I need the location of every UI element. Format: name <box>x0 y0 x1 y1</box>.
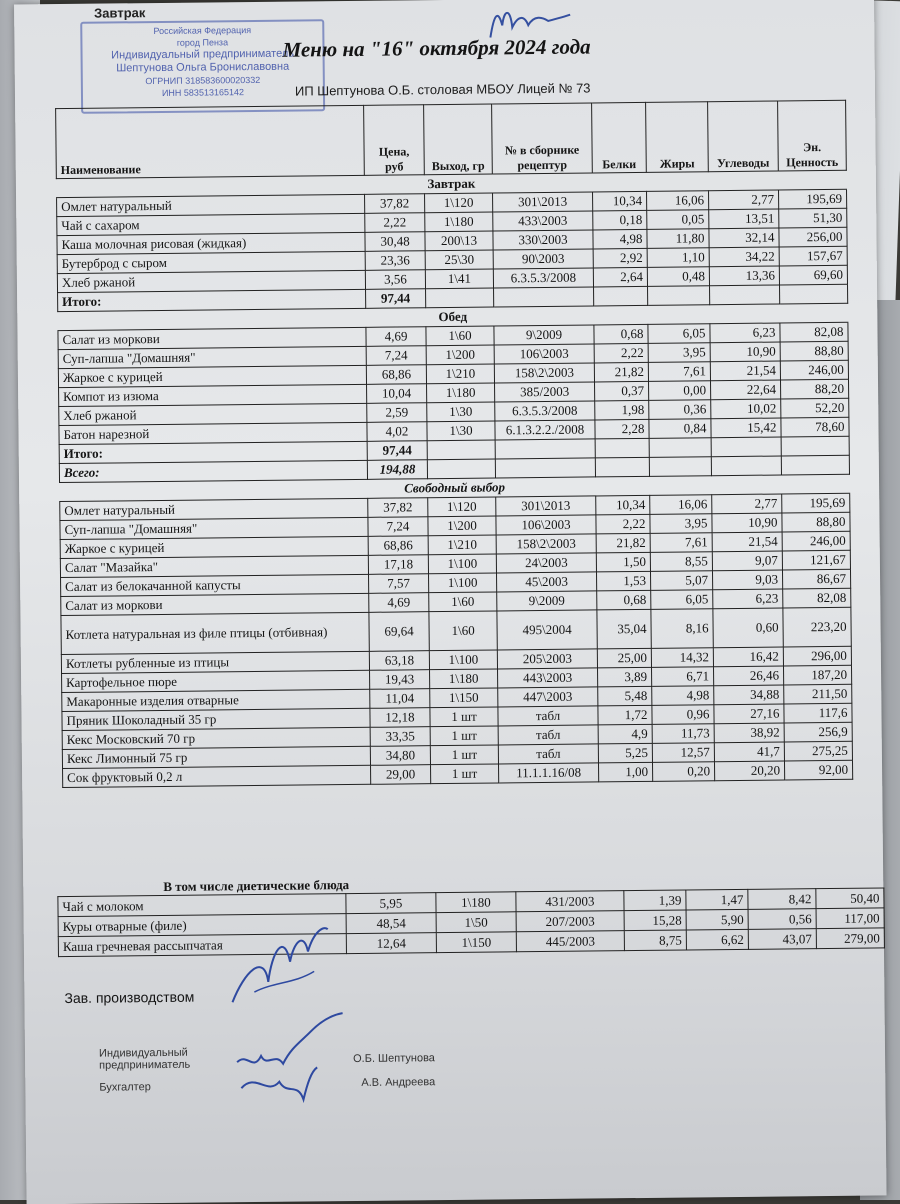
cell-energy: 69,60 <box>779 265 847 285</box>
cell-name: Суп-лапша "Домашняя" <box>60 517 368 539</box>
cell-carbs: 41,7 <box>714 742 784 762</box>
cell-energy: 92,00 <box>784 760 852 780</box>
cell-recipe: 301\2013 <box>493 192 593 212</box>
cell-carbs: 0,60 <box>713 608 783 648</box>
footer-production-head: Зав. производством <box>64 988 195 1007</box>
total-label: Итого: <box>58 289 366 311</box>
cell-price: 19,43 <box>370 670 430 690</box>
cell-carbs: 22,64 <box>711 380 781 400</box>
cell-price: 4,69 <box>366 327 426 347</box>
cell-carbs: 20,20 <box>714 761 784 781</box>
cell-carbs: 13,51 <box>709 209 779 229</box>
cell-yield: 1\41 <box>425 269 493 289</box>
cell-fat: 1,47 <box>686 889 748 910</box>
cell-price: 69,64 <box>369 612 429 652</box>
cell-fat: 6,71 <box>651 667 713 687</box>
cell-energy: 211,50 <box>784 684 852 704</box>
cell-price: 23,36 <box>365 251 425 271</box>
empty-cell <box>781 436 849 456</box>
section-title: Завтрак <box>56 170 846 197</box>
empty-cell <box>427 459 495 479</box>
cell-recipe: 106\2003 <box>496 515 596 535</box>
cell-carbs: 15,42 <box>711 418 781 438</box>
cell-protein: 2,28 <box>595 419 649 439</box>
cell-fat: 7,61 <box>650 533 712 553</box>
cell-recipe: 205\2003 <box>497 649 597 669</box>
cell-price: 5,95 <box>346 893 436 914</box>
cell-energy: 296,00 <box>783 646 851 666</box>
cell-name: Хлеб ржаной <box>59 403 367 425</box>
cell-recipe: 301\2013 <box>496 496 596 516</box>
cell-yield: 1\180 <box>425 212 493 232</box>
cell-name: Жаркое с курицей <box>60 536 368 558</box>
cell-yield: 1\150 <box>430 688 498 708</box>
cell-recipe: 158\2\2003 <box>494 363 594 383</box>
cell-name: Макаронные изделия отварные <box>62 689 370 711</box>
cell-fat: 0,48 <box>647 267 709 287</box>
empty-cell <box>494 287 594 307</box>
cell-protein: 1,00 <box>598 762 652 782</box>
cell-name: Компот из изюма <box>59 384 367 406</box>
empty-cell <box>594 286 648 306</box>
cell-yield: 1\210 <box>428 535 496 555</box>
total-price: 194,88 <box>367 460 427 480</box>
cell-yield: 1\100 <box>429 573 497 593</box>
cell-yield: 1\120 <box>428 497 496 517</box>
cell-price: 68,86 <box>368 536 428 556</box>
cell-price: 37,82 <box>368 498 428 518</box>
cell-energy: 86,67 <box>782 569 850 589</box>
cell-name: Бутерброд с сыром <box>57 251 365 273</box>
cell-fat: 11,73 <box>652 724 714 744</box>
cell-yield: 200\13 <box>425 231 493 251</box>
cell-fat: 3,95 <box>648 343 710 363</box>
cell-name: Салат из белокачанной капусты <box>61 574 369 596</box>
cell-fat: 0,20 <box>652 762 714 782</box>
cell-fat: 6,05 <box>648 324 710 344</box>
cell-yield: 1\180 <box>427 383 495 403</box>
cell-energy: 52,20 <box>781 398 849 418</box>
cell-energy: 121,67 <box>782 550 850 570</box>
cell-recipe: 24\2003 <box>496 553 596 573</box>
cell-energy: 187,20 <box>783 665 851 685</box>
cell-price: 63,18 <box>369 651 429 671</box>
cell-carbs: 21,54 <box>710 361 780 381</box>
cell-protein: 5,48 <box>598 686 652 706</box>
cell-yield: 1\180 <box>430 669 498 689</box>
cell-carbs: 10,90 <box>710 342 780 362</box>
cell-recipe: 443\2003 <box>498 668 598 688</box>
cell-protein: 35,04 <box>597 609 651 649</box>
cell-recipe: 9\2009 <box>497 591 597 611</box>
cell-energy: 246,00 <box>782 531 850 551</box>
cell-protein: 15,28 <box>624 910 686 931</box>
cell-yield: 1\60 <box>429 592 497 612</box>
cell-price: 48,54 <box>346 913 436 934</box>
cell-fat: 6,62 <box>686 929 748 950</box>
cell-protein: 1,72 <box>598 705 652 725</box>
header-energy: Эн. Ценность <box>778 100 847 171</box>
cell-energy: 157,67 <box>779 246 847 266</box>
cell-yield: 1\200 <box>426 345 494 365</box>
cell-price: 2,22 <box>365 213 425 233</box>
cell-protein: 1,39 <box>624 890 686 911</box>
cell-protein: 10,34 <box>593 191 647 211</box>
header-carbs: Углеводы <box>708 101 779 172</box>
handwritten-notes <box>854 15 900 316</box>
cell-recipe: 433\2003 <box>493 211 593 231</box>
signature-entrepreneur <box>231 1011 362 1112</box>
cell-name: Картофельное пюре <box>62 670 370 692</box>
cell-yield: 1\150 <box>436 932 516 953</box>
cell-energy: 88,80 <box>780 341 848 361</box>
cell-energy: 195,69 <box>779 189 847 209</box>
cell-fat: 5,90 <box>686 909 748 930</box>
cell-energy: 256,00 <box>779 227 847 247</box>
cell-carbs: 10,90 <box>712 513 782 533</box>
cell-recipe: табл <box>498 706 598 726</box>
diet-table <box>57 887 885 957</box>
cell-protein: 0,68 <box>594 324 648 344</box>
cell-name: Омлет натуральный <box>60 498 368 520</box>
cell-carbs: 6,23 <box>710 323 780 343</box>
empty-cell <box>781 455 849 475</box>
cell-yield: 1 шт <box>430 707 498 727</box>
cell-carbs: 32,14 <box>709 228 779 248</box>
cell-carbs: 26,46 <box>713 666 783 686</box>
cell-protein: 0,68 <box>597 590 651 610</box>
cell-protein: 4,98 <box>593 229 647 249</box>
diet-body <box>58 888 885 957</box>
cell-price: 68,86 <box>366 365 426 385</box>
cell-recipe: 90\2003 <box>493 249 593 269</box>
cell-fat: 0,96 <box>652 705 714 725</box>
cell-carbs: 8,42 <box>748 889 816 910</box>
cell-name: Кекс Лимонный 75 гр <box>62 746 370 768</box>
diet-section-title: В том числе диетические блюда <box>163 877 350 894</box>
cell-yield: 1\100 <box>429 650 497 670</box>
cell-energy: 82,08 <box>780 322 848 342</box>
cell-recipe: табл <box>498 744 598 764</box>
cell-name: Салат из моркови <box>58 327 366 349</box>
total-label: Всего: <box>59 460 367 482</box>
cell-yield: 1\50 <box>436 912 516 933</box>
cell-name: Чай с молоком <box>58 894 346 917</box>
cell-price: 2,59 <box>367 403 427 423</box>
cell-name: Каша молочная рисовая (жидкая) <box>57 232 365 254</box>
cell-name: Салат из моркови <box>61 593 369 615</box>
cell-carbs: 6,23 <box>713 589 783 609</box>
cell-name: Каша гречневая рассыпчатая <box>58 934 346 957</box>
cell-name: Котлета натуральная из филе птицы (отбивная) <box>61 612 369 654</box>
cell-price: 4,02 <box>367 422 427 442</box>
section-title: Обед <box>58 303 848 330</box>
accountant-name: А.В. Андреева <box>361 1076 436 1089</box>
accountant-label: Бухгалтер <box>99 1081 151 1094</box>
menu-body <box>56 170 852 787</box>
cell-fat: 16,06 <box>650 495 712 515</box>
empty-cell <box>595 457 649 477</box>
cell-recipe: 6.1.3.2.2./2008 <box>495 420 595 440</box>
cell-recipe: 106\2003 <box>494 344 594 364</box>
cell-price: 29,00 <box>371 765 431 785</box>
empty-cell <box>710 285 780 305</box>
cell-protein: 3,89 <box>598 667 652 687</box>
subtitle: ИП Шептунова О.Б. столовая МБОУ Лицей № 73 <box>294 80 591 99</box>
cell-protein: 25,00 <box>597 648 651 668</box>
cell-protein: 8,75 <box>624 930 686 951</box>
cell-protein: 1,50 <box>596 552 650 572</box>
header-protein: Белки <box>592 102 647 173</box>
cell-yield: 1 шт <box>430 745 498 765</box>
header-yield: Выход, гр <box>424 104 493 175</box>
cell-carbs: 0,56 <box>748 909 816 930</box>
empty-cell <box>780 284 848 304</box>
cell-recipe: табл <box>498 725 598 745</box>
cell-recipe: 447\2003 <box>498 687 598 707</box>
menu-sheet <box>14 0 887 1204</box>
cell-carbs: 9,07 <box>712 551 782 571</box>
cell-fat: 8,16 <box>651 609 713 649</box>
cell-fat: 0,00 <box>649 381 711 401</box>
empty-cell <box>649 438 711 458</box>
cell-energy: 117,6 <box>784 703 852 723</box>
cell-carbs: 2,77 <box>712 494 782 514</box>
cell-carbs: 34,88 <box>714 685 784 705</box>
cell-fat: 11,80 <box>647 229 709 249</box>
cell-carbs: 10,02 <box>711 399 781 419</box>
cell-name: Котлеты рубленные из птицы <box>61 651 369 673</box>
stamp: Российская Федерация город Пенза Индивидуальный предприниматель Шептунова Ольга Брониславовна ОГРНИП 318583600020332 ИНН 583513165142 <box>80 19 325 114</box>
cell-recipe: 6.3.5.3/2008 <box>493 268 593 288</box>
cell-recipe: 158\2\2003 <box>496 534 596 554</box>
cell-recipe: 330\2003 <box>493 230 593 250</box>
cell-carbs: 34,22 <box>709 247 779 267</box>
empty-cell <box>649 457 711 477</box>
cell-yield: 1\200 <box>428 516 496 536</box>
cell-price: 37,82 <box>365 194 425 214</box>
header-recipe: № в сборнике рецептур <box>492 103 593 174</box>
header-row <box>56 100 847 178</box>
cell-price: 17,18 <box>368 555 428 575</box>
cell-carbs: 2,77 <box>709 190 779 210</box>
cell-name: Кекс Московский 70 гр <box>62 727 370 749</box>
total-label: Итого: <box>59 441 367 463</box>
cell-protein: 1,98 <box>595 400 649 420</box>
cell-fat: 7,61 <box>648 362 710 382</box>
cell-price: 11,04 <box>370 689 430 709</box>
header-fat: Жиры <box>646 102 709 173</box>
cell-price: 33,35 <box>370 727 430 747</box>
cell-yield: 1 шт <box>431 764 499 784</box>
cell-protein: 5,25 <box>598 743 652 763</box>
cell-name: Омлет натуральный <box>57 194 365 216</box>
cell-fat: 6,05 <box>651 590 713 610</box>
cell-yield: 1\60 <box>429 611 497 651</box>
cell-protein: 21,82 <box>596 533 650 553</box>
cell-protein: 2,64 <box>593 267 647 287</box>
cell-recipe: 385/2003 <box>495 382 595 402</box>
signature-production <box>224 921 335 1012</box>
cell-name: Куры отварные (филе) <box>58 914 346 937</box>
cell-name: Чай с сахаром <box>57 213 365 235</box>
cell-yield: 1 шт <box>430 726 498 746</box>
cell-price: 30,48 <box>365 232 425 252</box>
cell-carbs: 9,03 <box>712 570 782 590</box>
cell-protein: 0,18 <box>593 210 647 230</box>
total-price: 97,44 <box>366 289 426 309</box>
cell-carbs: 13,36 <box>709 266 779 286</box>
cell-yield: 25\30 <box>425 250 493 270</box>
cell-yield: 1\120 <box>425 193 493 213</box>
cell-carbs: 16,42 <box>713 647 783 667</box>
cell-fat: 8,55 <box>650 552 712 572</box>
cell-price: 4,69 <box>369 593 429 613</box>
cell-recipe: 431/2003 <box>516 891 624 912</box>
entrepreneur-name: О.Б. Шептунова <box>353 1052 435 1066</box>
cell-price: 12,64 <box>346 933 436 954</box>
cell-fat: 0,36 <box>649 400 711 420</box>
cell-energy: 82,08 <box>783 588 851 608</box>
cell-yield: 1\100 <box>428 554 496 574</box>
cell-energy: 117,00 <box>816 908 884 929</box>
cell-name: Салат "Мазайка" <box>60 555 368 577</box>
cell-energy: 223,20 <box>783 607 851 647</box>
empty-cell <box>648 286 710 306</box>
cell-energy: 195,69 <box>782 493 850 513</box>
cell-price: 34,80 <box>370 746 430 766</box>
top-label: Завтрак <box>94 5 146 21</box>
section-title: Свободный выбор <box>60 474 850 501</box>
cell-recipe: 11.1.1.16/08 <box>499 763 599 783</box>
cell-price: 10,04 <box>367 384 427 404</box>
cell-yield: 1\60 <box>426 326 494 346</box>
cell-energy: 275,25 <box>784 741 852 761</box>
header-price: Цена, руб <box>364 105 425 176</box>
cell-fat: 3,95 <box>650 514 712 534</box>
cell-energy: 78,60 <box>781 417 849 437</box>
cell-energy: 51,30 <box>779 208 847 228</box>
empty-cell <box>495 439 595 459</box>
cell-name: Пряник Шоколадный 35 гр <box>62 708 370 730</box>
cell-price: 12,18 <box>370 708 430 728</box>
cell-fat: 0,84 <box>649 419 711 439</box>
cell-recipe: 9\2009 <box>494 325 594 345</box>
cell-carbs: 38,92 <box>714 723 784 743</box>
cell-carbs: 21,54 <box>712 532 782 552</box>
cell-protein: 21,82 <box>594 362 648 382</box>
cell-name: Хлеб ржаной <box>57 270 365 292</box>
cell-energy: 88,20 <box>780 379 848 399</box>
empty-cell <box>426 288 494 308</box>
cell-fat: 4,98 <box>652 686 714 706</box>
menu-table <box>55 100 853 788</box>
cell-price: 7,24 <box>368 517 428 537</box>
empty-cell <box>595 438 649 458</box>
cell-price: 3,56 <box>365 270 425 290</box>
cell-yield: 1\30 <box>427 402 495 422</box>
page-title: Меню на "16" октября 2024 года <box>282 34 591 62</box>
cell-recipe: 445/2003 <box>516 931 624 952</box>
cell-recipe: 45\2003 <box>497 572 597 592</box>
cell-yield: 1\180 <box>436 892 516 913</box>
cell-energy: 256,9 <box>784 722 852 742</box>
cell-protein: 10,34 <box>596 495 650 515</box>
empty-cell <box>711 437 781 457</box>
cell-protein: 2,22 <box>596 514 650 534</box>
cell-protein: 4,9 <box>598 724 652 744</box>
cell-energy: 88,80 <box>782 512 850 532</box>
cell-fat: 5,07 <box>650 571 712 591</box>
cell-price: 7,24 <box>366 346 426 366</box>
cell-fat: 1,10 <box>647 248 709 268</box>
total-price: 97,44 <box>367 441 427 461</box>
empty-cell <box>427 440 495 460</box>
cell-energy: 279,00 <box>816 928 884 949</box>
cell-yield: 1\210 <box>426 364 494 384</box>
cell-energy: 246,00 <box>780 360 848 380</box>
cell-recipe: 6.3.5.3/2008 <box>495 401 595 421</box>
empty-cell <box>495 458 595 478</box>
cell-name: Сок фруктовый 0,2 л <box>63 765 371 787</box>
cell-name: Суп-лапша "Домашняя" <box>58 346 366 368</box>
cell-carbs: 43,07 <box>748 929 816 950</box>
cell-fat: 12,57 <box>652 743 714 763</box>
cell-carbs: 27,16 <box>714 704 784 724</box>
cell-fat: 14,32 <box>651 648 713 668</box>
cell-protein: 2,22 <box>594 343 648 363</box>
cell-protein: 0,37 <box>595 381 649 401</box>
cell-protein: 1,53 <box>596 571 650 591</box>
cell-yield: 1\30 <box>427 421 495 441</box>
header-name: Наименование <box>56 105 365 178</box>
empty-cell <box>711 456 781 476</box>
cell-recipe: 495\2004 <box>497 610 597 650</box>
cell-fat: 0,05 <box>647 210 709 230</box>
cell-fat: 16,06 <box>647 191 709 211</box>
cell-name: Батон нарезной <box>59 422 367 444</box>
cell-protein: 2,92 <box>593 248 647 268</box>
cell-energy: 50,40 <box>816 888 884 909</box>
cell-name: Жаркое с курицей <box>58 365 366 387</box>
cell-price: 7,57 <box>369 574 429 594</box>
entrepreneur-label: Индивидуальный предприниматель <box>98 1046 191 1072</box>
cell-recipe: 207/2003 <box>516 911 624 932</box>
